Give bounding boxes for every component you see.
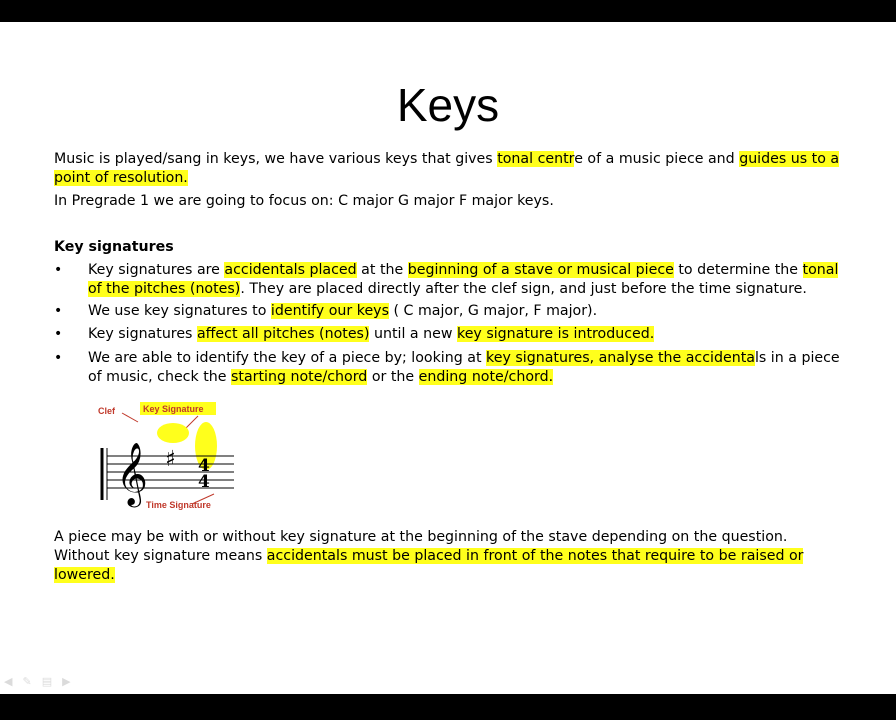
outro-line-2 bbox=[54, 547, 803, 566]
section-heading: Key signatures bbox=[54, 239, 174, 255]
highlight: key signature is introduced. bbox=[456, 326, 655, 342]
time-signature-label: Time Signature bbox=[146, 500, 211, 510]
bullet-text: We use key signatures to bbox=[88, 303, 271, 319]
slide bbox=[0, 22, 896, 694]
key-signature-label: Key Signature bbox=[143, 404, 204, 414]
highlight: beginning of a stave or musical piece bbox=[407, 262, 674, 278]
intro-line-1 bbox=[54, 150, 839, 169]
bullet-text: of music, check the bbox=[88, 369, 231, 385]
bullet-text: Key signatures bbox=[88, 326, 197, 342]
bullet-text: at the bbox=[356, 262, 408, 278]
outro-text: Without key signature means bbox=[54, 548, 267, 564]
intro-line-3: In Pregrade 1 we are going to focus on: C major G major F major keys. bbox=[54, 193, 554, 209]
highlight: wered. bbox=[66, 567, 115, 583]
intro-text: Music is played/sang in keys, we have various keys that gives bbox=[54, 151, 498, 167]
bullet-text: We are able to identify the key of a piece by; looking at bbox=[88, 350, 487, 366]
menu-icon[interactable]: ▤ bbox=[41, 675, 53, 688]
bullet-text: ls in a piece bbox=[754, 350, 840, 366]
bullet-1-line-2 bbox=[88, 280, 807, 299]
sharp-icon: ♯ bbox=[165, 447, 176, 472]
highlight: identify our keys bbox=[270, 303, 389, 319]
slide-title: Keys bbox=[396, 79, 500, 131]
bullet-marker: • bbox=[54, 350, 63, 366]
highlight: accidentals placed bbox=[224, 262, 357, 278]
bullet-text: ( C major, G major, F major). bbox=[388, 303, 598, 319]
bullet-text: until a new bbox=[369, 326, 457, 342]
outro-line-3 bbox=[54, 566, 115, 585]
highlight: tonal bbox=[802, 262, 839, 278]
previous-slide-icon[interactable]: ◀ bbox=[4, 675, 13, 688]
clef-arrow bbox=[122, 413, 138, 422]
highlight: lo bbox=[54, 567, 67, 583]
highlight: key signatures, analyse the accidenta bbox=[486, 350, 755, 366]
treble-clef-icon: 𝄞 bbox=[116, 442, 148, 505]
next-slide-icon[interactable]: ▶ bbox=[62, 675, 71, 688]
time-signature-bottom: 4 bbox=[198, 472, 210, 492]
highlight: starting note/chord bbox=[231, 369, 368, 385]
bullet-4-line-1 bbox=[88, 349, 840, 368]
bullet-2 bbox=[88, 302, 597, 321]
highlight bbox=[157, 423, 189, 443]
bullet-1-line-1 bbox=[88, 261, 838, 280]
bullet-marker: • bbox=[54, 326, 63, 342]
pen-icon[interactable]: ✎ bbox=[22, 675, 32, 688]
highlight: point of resolution. bbox=[54, 170, 188, 186]
bullet-4-line-2 bbox=[88, 368, 553, 387]
bullet-text: or the bbox=[367, 369, 419, 385]
highlight: ending note/chord. bbox=[418, 369, 554, 385]
key-signature-diagram bbox=[94, 400, 254, 510]
time-signature-top: 4 bbox=[198, 456, 210, 476]
outro-line-1: A piece may be with or without key signature at the beginning of the stave depending on the question. bbox=[54, 529, 788, 545]
bullet-text: . They are placed directly after the clef sign, and just before the time signature. bbox=[240, 281, 807, 297]
bullet-3 bbox=[88, 325, 654, 344]
highlight: guides us to a bbox=[739, 151, 840, 167]
highlight: affect all pitches (notes) bbox=[196, 326, 370, 342]
bullet-marker: • bbox=[54, 303, 63, 319]
highlight: of the pitches (notes) bbox=[88, 281, 241, 297]
bullet-text: to determine the bbox=[673, 262, 803, 278]
highlight: accidentals must be placed in front of the notes that require to be raised or bbox=[266, 548, 804, 564]
clef-label: Clef bbox=[98, 406, 116, 416]
presentation-controls bbox=[4, 675, 71, 688]
bullet-marker: • bbox=[54, 262, 63, 278]
bullet-text: Key signatures are bbox=[88, 262, 225, 278]
intro-line-2 bbox=[54, 169, 188, 188]
highlight: tonal centr bbox=[497, 151, 575, 167]
intro-text: e of a music piece and bbox=[574, 151, 740, 167]
